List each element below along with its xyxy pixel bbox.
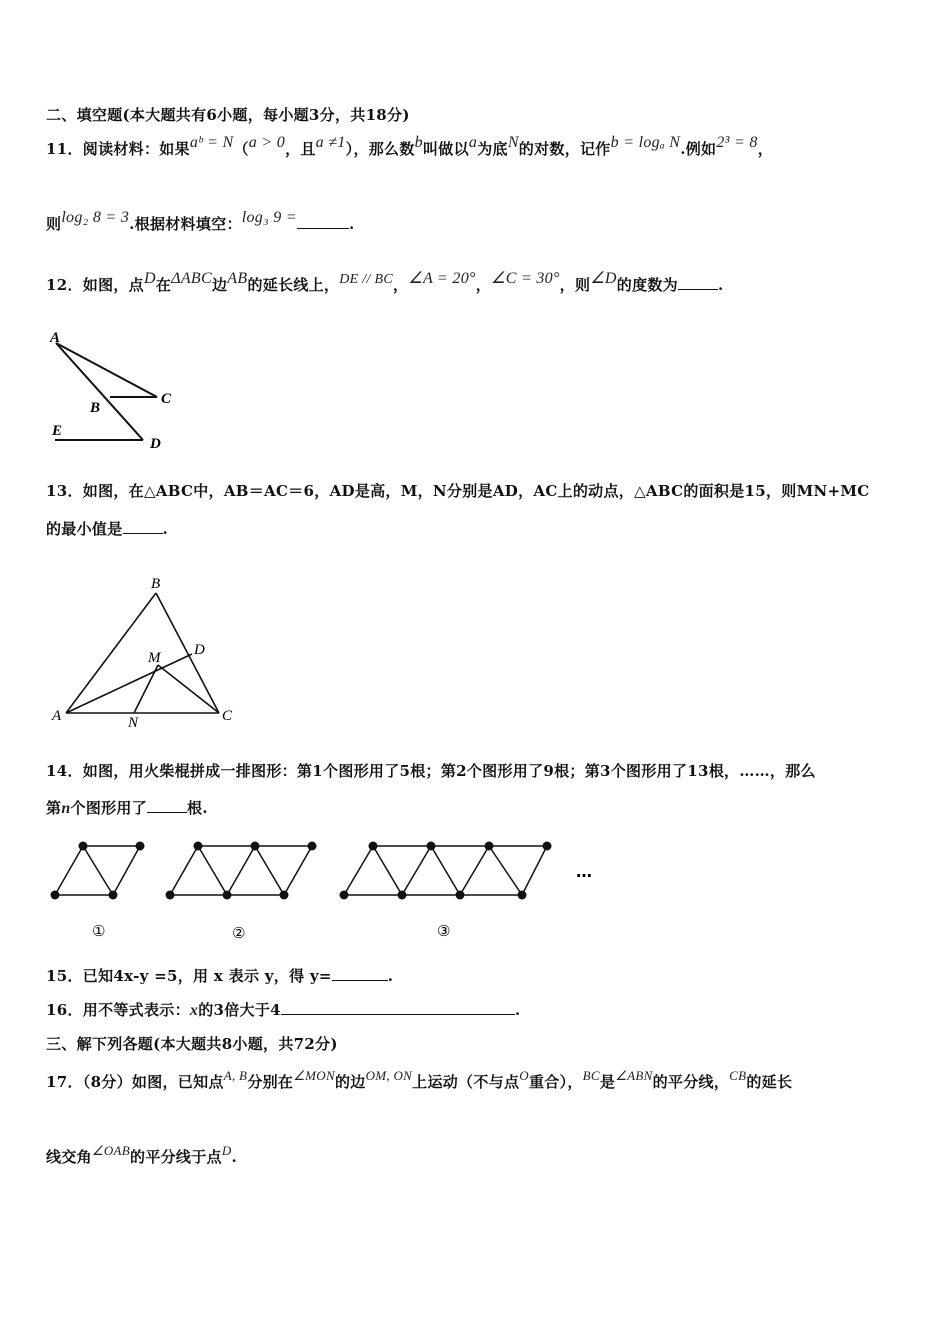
q11-math: a ≠1 <box>315 134 346 151</box>
q17-text: 重合）， <box>528 1073 583 1091</box>
segment-MN <box>134 665 158 713</box>
segment-AD <box>56 343 143 440</box>
q14-text: 第 <box>46 799 62 817</box>
question-12-line-1 <box>46 270 724 295</box>
label-E: E <box>52 423 63 439</box>
segment-AD <box>66 654 192 713</box>
label-C: C <box>161 391 172 407</box>
label-pattern-1: ① <box>92 922 106 940</box>
answer-blank <box>123 519 163 534</box>
q17-math: ∠MON <box>293 1068 335 1083</box>
q11-math: b = logₐ N <box>610 134 681 151</box>
question-14-line-2 <box>46 797 208 818</box>
q11-math: N <box>507 134 519 151</box>
q11-math: a > 0 <box>248 134 286 151</box>
q17-text: 的延长 <box>746 1073 793 1091</box>
label-B: B <box>90 400 101 416</box>
q12-math: ∠D <box>590 270 617 287</box>
label-N: N <box>128 715 139 731</box>
q12-math: AB <box>227 270 248 287</box>
question-17-line-2 <box>46 1143 238 1167</box>
segment-BC <box>156 593 219 713</box>
q12-math: ∠A = 20° <box>408 270 476 287</box>
question-16 <box>46 999 520 1020</box>
label-D: D <box>150 436 161 452</box>
label-B: B <box>151 576 161 592</box>
q17-math: ∠ABN <box>615 1068 653 1083</box>
q16-text: 16．用不等式表示： <box>46 1001 190 1019</box>
q11-text: ， <box>757 140 774 158</box>
pattern-2 <box>170 846 312 895</box>
q17-text: 的边 <box>334 1073 366 1091</box>
label-D: D <box>194 642 205 658</box>
q16-text: . <box>514 1001 521 1019</box>
q12-text: 的延长线上， <box>247 276 340 294</box>
q11-text: ），那么数 <box>345 140 415 158</box>
q17-text: 上运动（不与点 <box>412 1073 520 1091</box>
q11-math: log₃ 9 = <box>241 209 297 226</box>
q17-text: 是 <box>599 1073 616 1091</box>
q14-math: n <box>61 800 71 817</box>
label-pattern-2: ② <box>232 924 246 942</box>
q17-math: O <box>519 1068 529 1083</box>
q13-text: . <box>162 520 169 538</box>
q11-text: 的对数，记作 <box>518 140 611 158</box>
figure-q12-triangle <box>40 325 190 455</box>
label-A: A <box>52 708 62 724</box>
q11-text: . <box>348 215 355 233</box>
q17-text: . <box>231 1148 238 1166</box>
q17-text: 的平分线， <box>652 1073 730 1091</box>
q11-math: 2³ = 8 <box>716 134 758 151</box>
segment-AC <box>56 343 157 397</box>
q17-math: A, B <box>223 1068 248 1083</box>
label-C: C <box>222 708 233 724</box>
answer-blank <box>297 214 349 229</box>
label-A: A <box>50 330 61 346</box>
q11-math: aᵇ = N <box>189 134 234 151</box>
q12-text: . <box>717 276 724 294</box>
q11-text: 叫做以 <box>422 140 469 158</box>
question-11-line-1 <box>46 134 774 159</box>
figure-q14-matchsticks <box>40 835 620 950</box>
q16-text: 的3倍大于4 <box>198 1001 281 1019</box>
q12-text: ， <box>392 276 409 294</box>
q12-math: DE // BC <box>339 272 393 287</box>
section-2-title: 二、填空题(本大题共有6小题，每小题3分，共18分) <box>46 106 410 124</box>
q11-math: a <box>468 134 478 151</box>
q17-text: 17．（8分）如图，已知点 <box>46 1073 224 1091</box>
q12-math: ΔABC <box>171 270 212 287</box>
q12-text: ，则 <box>559 276 591 294</box>
question-14-line-1: 14．如图，用火柴棍拼成一排图形：第1个图形用了5根；第2个图形用了9根；第3个图形用了13根，……，那么 <box>46 762 816 780</box>
q17-math: D <box>221 1143 232 1158</box>
q12-text: 12．如图，点 <box>46 276 144 294</box>
q11-text: 为底 <box>477 140 508 158</box>
q11-text: （ <box>233 140 249 158</box>
q11-text: ，且 <box>285 140 316 158</box>
q12-text: 边 <box>211 276 228 294</box>
q12-math: ∠C = 30° <box>491 270 560 287</box>
q17-math: BC <box>582 1068 600 1083</box>
q14-text: 个图形用了 <box>70 799 148 817</box>
question-15 <box>46 965 393 986</box>
q11-text: .根据材料填空： <box>129 215 242 233</box>
pattern-1 <box>55 846 140 895</box>
section-3-title: 三、解下列各题(本大题共8小题，共72分) <box>46 1035 338 1053</box>
q17-text: 线交角 <box>46 1148 92 1166</box>
q14-text: 根. <box>187 799 208 817</box>
answer-blank <box>678 275 718 290</box>
question-11-line-2 <box>46 209 355 234</box>
q13-text: 的最小值是 <box>46 520 123 538</box>
q11-text: .例如 <box>680 140 717 158</box>
q12-text: 在 <box>155 276 172 294</box>
segment-MC <box>158 665 219 713</box>
q12-text: 的度数为 <box>616 276 678 294</box>
pattern-3 <box>344 846 547 895</box>
figure-q13-triangle <box>40 568 240 733</box>
q17-math: ∠OAB <box>91 1143 131 1158</box>
label-pattern-3: ③ <box>437 922 451 940</box>
q16-math: x <box>189 1002 199 1019</box>
q11-text: 11．阅读材料：如果 <box>46 140 190 158</box>
q12-math: D <box>143 270 156 287</box>
ellipsis: … <box>576 862 592 881</box>
question-13-line-2 <box>46 518 168 539</box>
answer-blank <box>147 798 187 813</box>
answer-blank <box>332 966 388 981</box>
q17-math: OM, ON <box>365 1068 413 1083</box>
answer-blank <box>281 1000 515 1015</box>
q11-text: 则 <box>46 215 62 233</box>
q15-text: . <box>387 967 394 985</box>
label-M: M <box>148 650 161 666</box>
q17-text: 的平分线于点 <box>130 1148 222 1166</box>
q11-math: b <box>414 134 423 151</box>
q17-text: 分别在 <box>247 1073 294 1091</box>
question-17-line-1 <box>46 1068 793 1092</box>
q17-math: CB <box>729 1068 747 1083</box>
question-13-line-1: 13．如图，在△ABC中，AB＝AC＝6，AD是高，M，N分别是AD，AC上的动点，△ABC的面积是15，则MN+MC <box>46 482 870 500</box>
q12-text: ， <box>475 276 492 294</box>
q15-text: 15．已知4x-y =5，用 x 表示 y，得 y= <box>46 967 332 985</box>
q11-math: log₂ 8 = 3 <box>61 209 130 226</box>
